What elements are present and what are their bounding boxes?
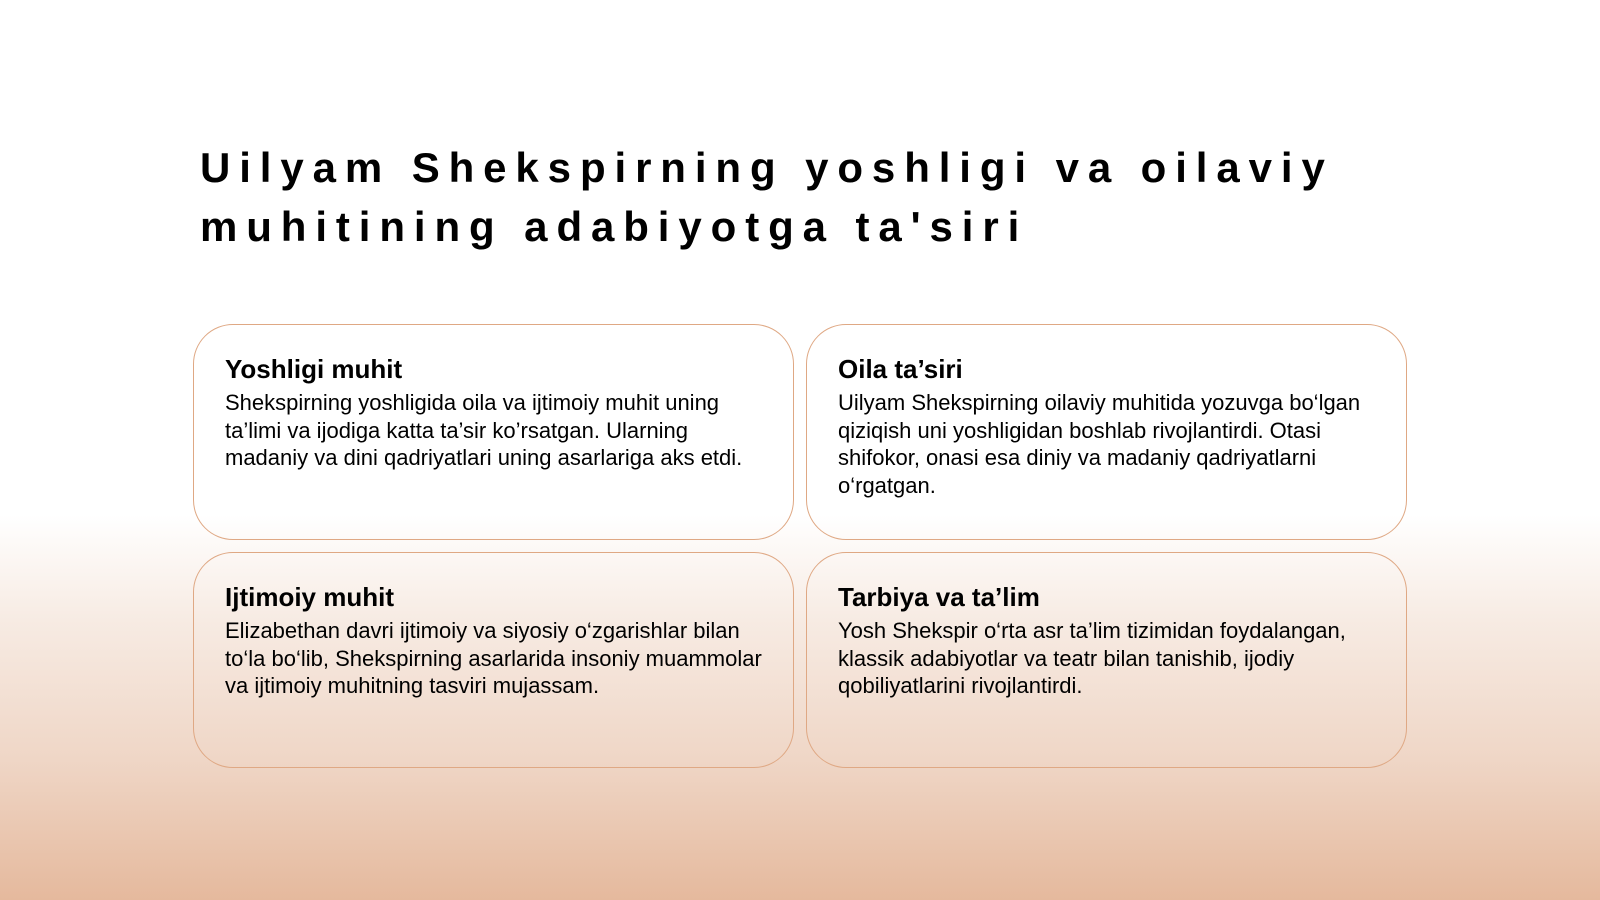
card-yoshligi-muhit — [193, 324, 794, 540]
card-oila-tasiri — [806, 324, 1407, 540]
card-title: Yoshligi muhit — [225, 354, 403, 384]
slide-title: Uilyam Shekspirning yoshligi va oilaviy muhitining adabiyotga ta'siri — [200, 144, 1334, 250]
card-body: Uilyam Shekspirning oilaviy muhitida yozuvga bo‘lgan qiziqish uni yoshligidan boshlab rivojlantirdi. Otasi shifokor, onasi esa diniy va madaniy qadriyatlarni o‘rgatgan. — [838, 390, 1361, 498]
card-body: Elizabethan davri ijtimoiy va siyosiy o‘zgarishlar bilan to‘la bo‘lib, Shekspirning asarlarida insoniy muammolar va ijtimoiy muhitning tasviri mujassam. — [225, 618, 762, 698]
card-tarbiya-va-talim — [806, 552, 1407, 768]
card-body: Yosh Shekspir o‘rta asr ta’lim tizimidan foydalangan, klassik adabiyotlar va teatr bilan tanishib, ijodiy qobiliyatlarini rivojlantirdi. — [838, 618, 1346, 698]
card-body: Shekspirning yoshligida oila va ijtimoiy muhit uning ta’limi va ijodiga katta ta’sir ko’rsatgan. Ularning madaniy va dini qadriyatlari uning asarlariga aks etdi. — [225, 390, 743, 470]
card-title: Tarbiya va ta’lim — [838, 582, 1040, 612]
card-ijtimoiy-muhit — [193, 552, 794, 768]
card-title: Ijtimoiy muhit — [225, 582, 394, 612]
card-title: Oila ta’siri — [838, 354, 963, 384]
